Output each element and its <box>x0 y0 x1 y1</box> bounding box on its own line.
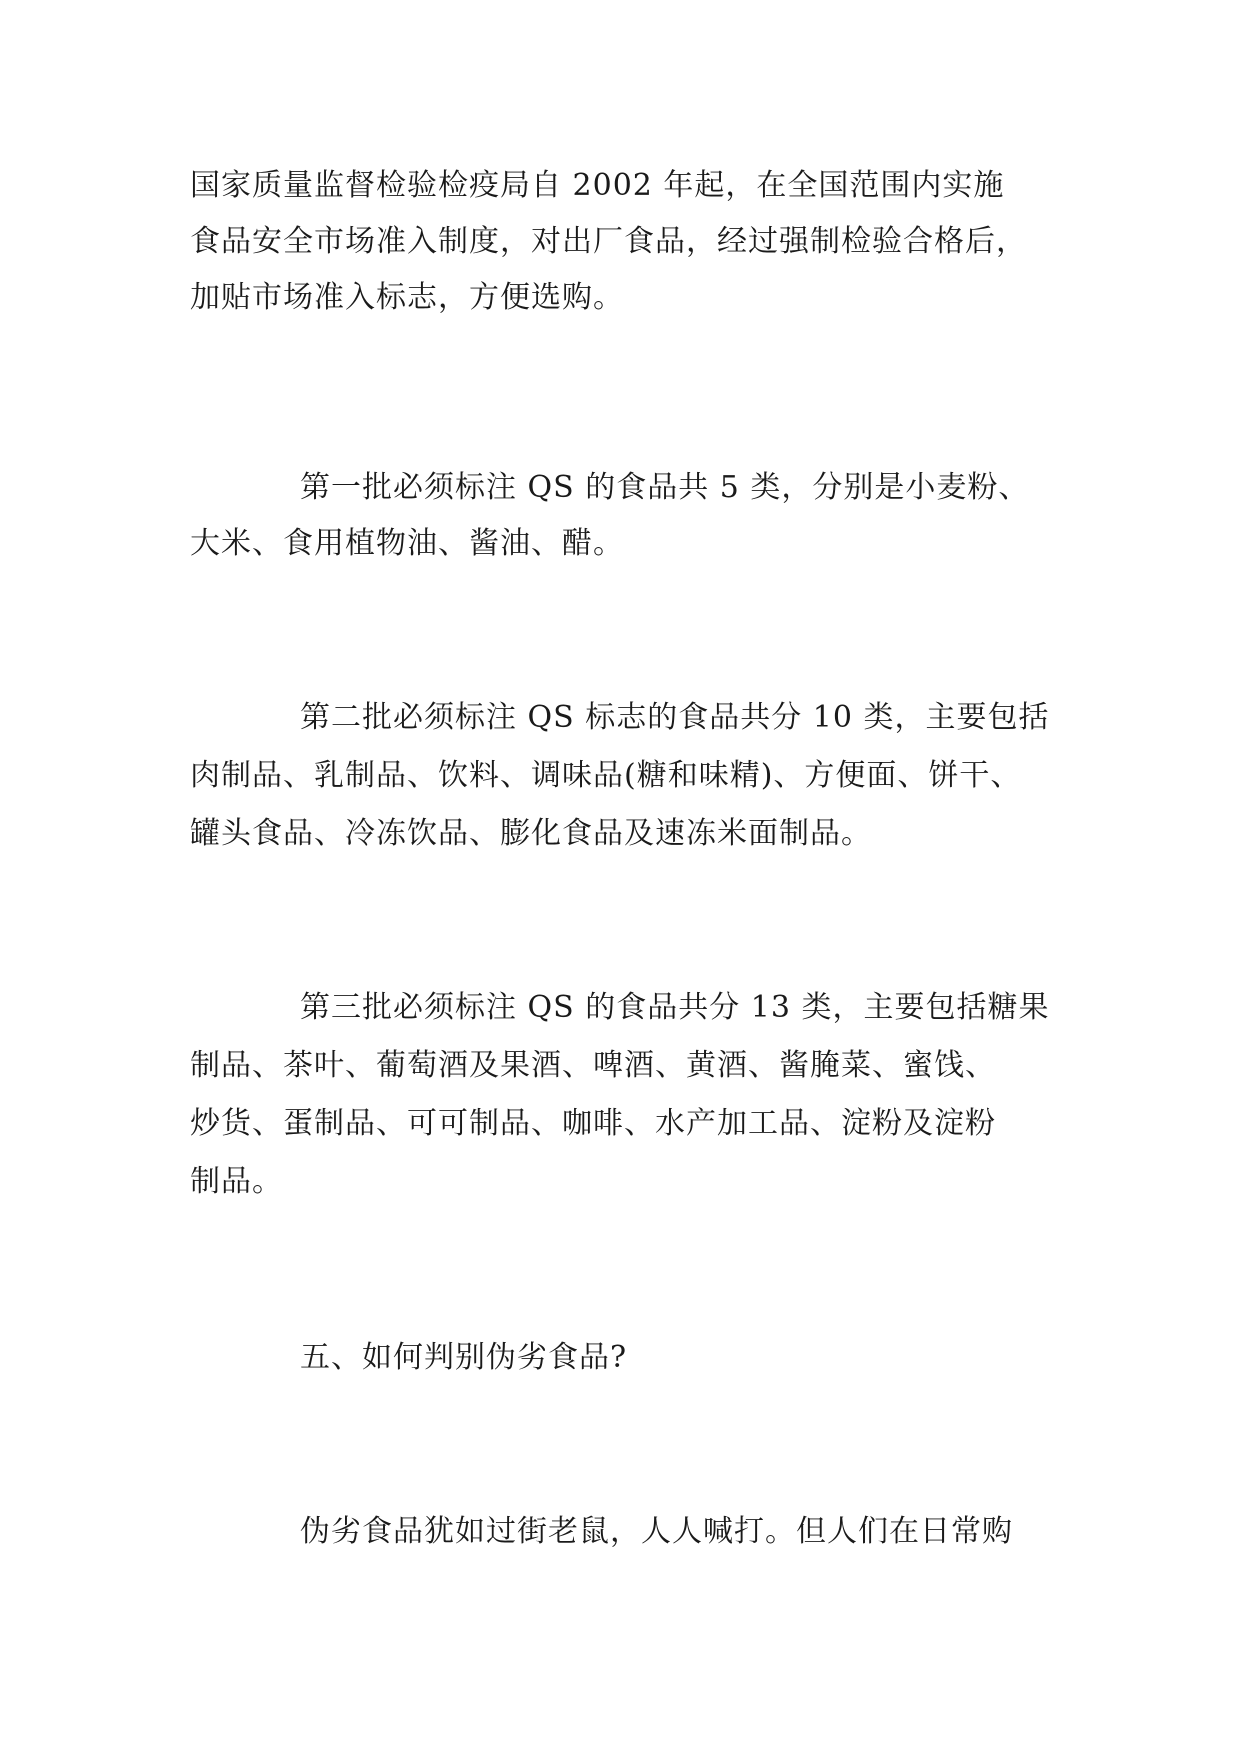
paragraph-4-line-1: 第三批必须标注 QS 的食品共分 13 类，主要包括糖果 <box>300 990 1050 1025</box>
paragraph-6-line-1: 伪劣食品犹如过街老鼠，人人喊打。但人们在日常购 <box>300 1514 1013 1549</box>
paragraph-3-line-2: 肉制品、乳制品、饮料、调味品(糖和味精)、方便面、饼干、 <box>190 758 1022 793</box>
paragraph-2-line-2: 大米、食用植物油、酱油、醋。 <box>190 526 624 561</box>
paragraph-1-line-3: 加贴市场准入标志，方便选购。 <box>190 280 624 315</box>
paragraph-4-line-3: 炒货、蛋制品、可可制品、咖啡、水产加工品、淀粉及淀粉 <box>190 1106 996 1141</box>
paragraph-3-line-1: 第二批必须标注 QS 标志的食品共分 10 类，主要包括 <box>300 700 1050 735</box>
paragraph-1-line-1: 国家质量监督检验检疫局自 2002 年起，在全国范围内实施 <box>190 168 1005 203</box>
paragraph-2-line-1: 第一批必须标注 QS 的食品共 5 类，分别是小麦粉、 <box>300 470 1030 505</box>
paragraph-4-line-4: 制品。 <box>190 1164 283 1199</box>
section-heading: 五、如何判别伪劣食品? <box>300 1340 628 1375</box>
paragraph-3-line-3: 罐头食品、冷冻饮品、膨化食品及速冻米面制品。 <box>190 816 872 851</box>
paragraph-1-line-2: 食品安全市场准入制度，对出厂食品，经过强制检验合格后， <box>190 224 1027 259</box>
paragraph-4-line-2: 制品、茶叶、葡萄酒及果酒、啤酒、黄酒、酱腌菜、蜜饯、 <box>190 1048 996 1083</box>
